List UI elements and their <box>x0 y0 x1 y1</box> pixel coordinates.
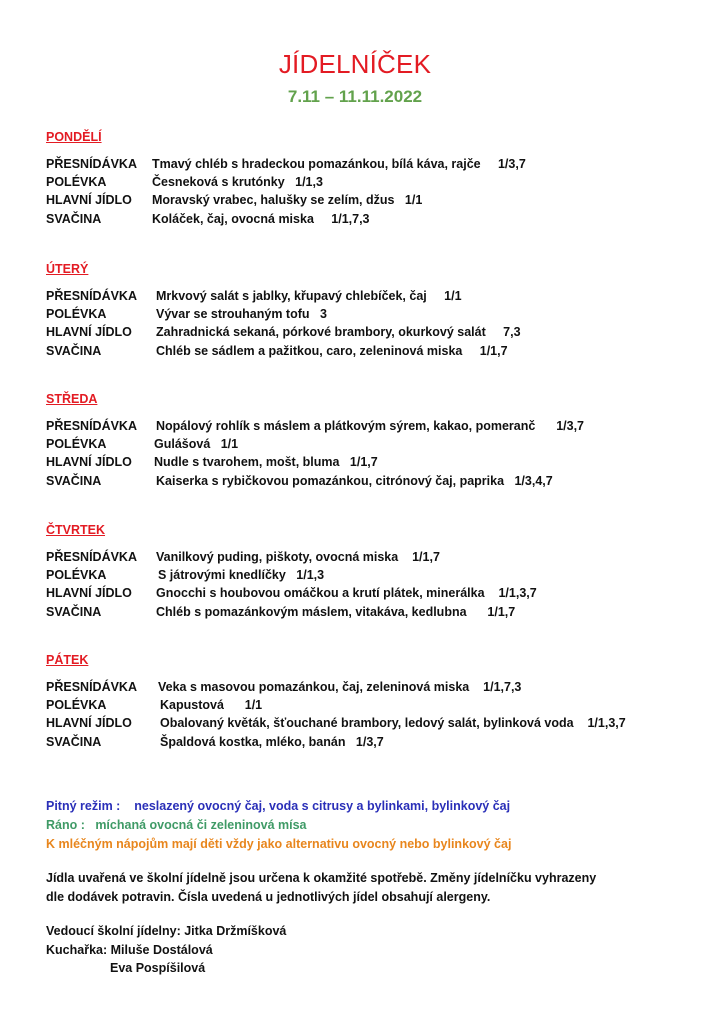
day-name: ÚTERÝ <box>46 262 89 276</box>
allergen-code: 1/1,3,7 <box>498 586 537 601</box>
date-range: 7.11 – 11.11.2022 <box>287 87 423 106</box>
dish-text <box>152 210 370 228</box>
dish-text <box>158 566 324 584</box>
day-thursday <box>46 522 666 621</box>
allergen-code: 1/1,3 <box>296 568 325 583</box>
meal-label: PŘESNÍDÁVKA <box>46 289 137 303</box>
dish-text <box>158 678 521 696</box>
meal-label: HLAVNÍ JÍDLO <box>46 586 132 601</box>
day-wednesday <box>46 391 666 490</box>
dish-name: Nudle s tvarohem, mošt, bluma <box>154 455 340 470</box>
meal-label: HLAVNÍ JÍDLO <box>46 455 132 470</box>
dish-name: Moravský vrabec, halušky se zelím, džus <box>152 193 395 208</box>
dish-name: Zahradnická sekaná, pórkové brambory, okurkový salát <box>156 325 486 340</box>
dish-name: Vanilkový puding, piškoty, ovocná miska <box>156 550 399 564</box>
day-tuesday <box>46 261 666 360</box>
meal-label: SVAČINA <box>46 604 102 619</box>
menu-row <box>46 566 666 584</box>
meal-label: SVAČINA <box>46 343 102 358</box>
dish-text <box>156 417 584 435</box>
dish-name: Kaiserka s rybičkovou pomazánkou, citrónový čaj, paprika <box>156 473 505 488</box>
meal-label: HLAVNÍ JÍDLO <box>46 193 132 208</box>
cook2-name: Eva Pospíšilová <box>110 961 206 975</box>
meal-label: POLÉVKA <box>46 437 107 452</box>
menu-row <box>46 323 666 341</box>
menu-row <box>46 603 666 621</box>
meal-label: PŘESNÍDÁVKA <box>46 680 137 694</box>
dish-name: Veka s masovou pomazánkou, čaj, zeleninová miska <box>158 680 470 694</box>
day-name: PONDĚLÍ <box>46 130 102 144</box>
allergen-code: 1/3,7 <box>556 419 584 433</box>
allergen-code: 1/1,7 <box>412 550 440 564</box>
meal-label: SVAČINA <box>46 473 102 488</box>
allergen-code: 1/1,7 <box>487 604 516 619</box>
menu-row <box>46 173 666 191</box>
menu-row <box>46 287 666 305</box>
allergen-code: 3 <box>319 307 327 322</box>
menu-row <box>46 678 666 696</box>
menu-row <box>46 305 666 323</box>
milk-alternative-note: K mléčným nápojům mají děti vždy jako alternativu ovocný nebo bylinkový čaj <box>46 837 512 851</box>
dish-text <box>152 173 323 191</box>
menu-row <box>46 453 666 471</box>
allergen-code: 1/1,3,7 <box>587 716 626 731</box>
meal-label: PŘESNÍDÁVKA <box>46 157 137 171</box>
dish-name: Koláček, čaj, ovocná miska <box>152 211 314 226</box>
dish-text <box>156 584 537 602</box>
day-name: ČTVRTEK <box>46 523 106 537</box>
meal-label: POLÉVKA <box>46 568 107 583</box>
dish-text <box>152 155 526 173</box>
allergen-code: 1/1,3 <box>295 175 323 190</box>
dish-name: Mrkvový salát s jablky, křupavý chlebíček, čaj <box>156 289 427 303</box>
menu-row <box>46 584 666 602</box>
dish-text <box>160 714 626 732</box>
disclaimer <box>46 869 596 906</box>
allergen-code: 1/3,7 <box>355 734 384 749</box>
allergen-code: 1/3,7 <box>497 157 526 171</box>
menu-row <box>46 417 666 435</box>
drink-label: Pitný režim : <box>46 799 121 813</box>
morning-label: Ráno : <box>46 818 85 832</box>
dish-name: Tmavý chléb s hradeckou pomazánkou, bílá káva, rajče <box>152 157 481 171</box>
day-friday <box>46 652 666 751</box>
meal-label: POLÉVKA <box>46 307 107 322</box>
dish-name: Vývar se strouhaným tofu <box>156 307 310 322</box>
morning-text: míchaná ovocná či zeleninová mísa <box>95 818 307 832</box>
allergen-code: 1/1,7 <box>479 343 508 358</box>
dish-name: Gnocchi s houbovou omáčkou a krutí plátek, minerálka <box>156 586 485 601</box>
menu-row <box>46 435 666 453</box>
dish-name: Česneková s krutónky <box>152 175 285 190</box>
dish-text <box>160 733 384 751</box>
menu-row <box>46 155 666 173</box>
dish-name: Gulášová <box>154 437 211 452</box>
meal-label: POLÉVKA <box>46 175 107 190</box>
dish-text <box>156 305 327 323</box>
allergen-code: 1/1 <box>244 698 263 713</box>
dish-text <box>156 472 553 490</box>
manager-name: Vedoucí školní jídelny: Jitka Držmíšková <box>46 924 287 938</box>
dish-name: Kapustová <box>160 698 224 713</box>
dish-name: Obalovaný květák, šťouchané brambory, ledový salát, bylinková voda <box>160 716 574 731</box>
meal-label: PŘESNÍDÁVKA <box>46 550 137 564</box>
morning-note <box>46 818 307 832</box>
dish-name: S játrovými knedlíčky <box>158 568 286 583</box>
dish-text <box>152 191 422 209</box>
allergen-code: 7,3 <box>503 325 521 340</box>
menu-row <box>46 342 666 360</box>
menu-row <box>46 696 666 714</box>
disclaimer-line: dle dodávek potravin. Čísla uvedená u jednotlivých jídel obsahují alergeny. <box>46 889 491 904</box>
dish-text <box>160 696 262 714</box>
dish-text <box>156 548 440 566</box>
page-title: JÍDELNÍČEK <box>278 49 432 79</box>
menu-row <box>46 733 666 751</box>
dish-text <box>156 342 508 360</box>
meal-label: SVAČINA <box>46 734 102 749</box>
meal-label: SVAČINA <box>46 211 102 226</box>
meal-label: PŘESNÍDÁVKA <box>46 419 137 433</box>
meal-label: HLAVNÍ JÍDLO <box>46 325 132 340</box>
dish-text <box>154 435 238 453</box>
dish-name: Nopálový rohlík s máslem a plátkovým sýrem, kakao, pomeranč <box>156 419 536 433</box>
menu-row <box>46 472 666 490</box>
menu-row <box>46 191 666 209</box>
drinking-regime-note <box>46 799 510 813</box>
cook-name: Kuchařka: Miluše Dostálová <box>46 942 213 957</box>
dish-name: Chléb s pomazánkovým máslem, vitakáva, kedlubna <box>156 604 467 619</box>
dish-text <box>154 453 378 471</box>
allergen-code: 1/1 <box>404 193 423 208</box>
allergen-code: 1/1 <box>444 289 462 303</box>
disclaimer-line: Jídla uvařená ve školní jídelně jsou určena k okamžité spotřebě. Změny jídelníčku vyhrazeny <box>46 871 597 885</box>
allergen-code: 1/1,7 <box>349 455 378 470</box>
allergen-code: 1/1 <box>220 437 239 452</box>
drink-text: neslazený ovocný čaj, voda s citrusy a bylinkami, bylinkový čaj <box>134 799 511 813</box>
dish-text <box>156 323 521 341</box>
dish-text <box>156 287 462 305</box>
dish-text <box>156 603 515 621</box>
day-name: STŘEDA <box>46 392 98 406</box>
staff-block <box>46 922 286 978</box>
allergen-code: 1/1,7,3 <box>483 680 522 694</box>
dish-name: Špaldová kostka, mléko, banán <box>160 734 346 749</box>
day-monday <box>46 129 666 228</box>
meal-label: HLAVNÍ JÍDLO <box>46 716 132 731</box>
dish-name: Chléb se sádlem a pažitkou, caro, zeleninová miska <box>156 343 463 358</box>
allergen-code: 1/1,7,3 <box>331 211 370 226</box>
meal-label: POLÉVKA <box>46 698 107 713</box>
menu-row <box>46 548 666 566</box>
menu-row <box>46 210 666 228</box>
menu-row <box>46 714 666 732</box>
day-name: PÁTEK <box>46 653 89 667</box>
allergen-code: 1/3,4,7 <box>514 473 553 488</box>
